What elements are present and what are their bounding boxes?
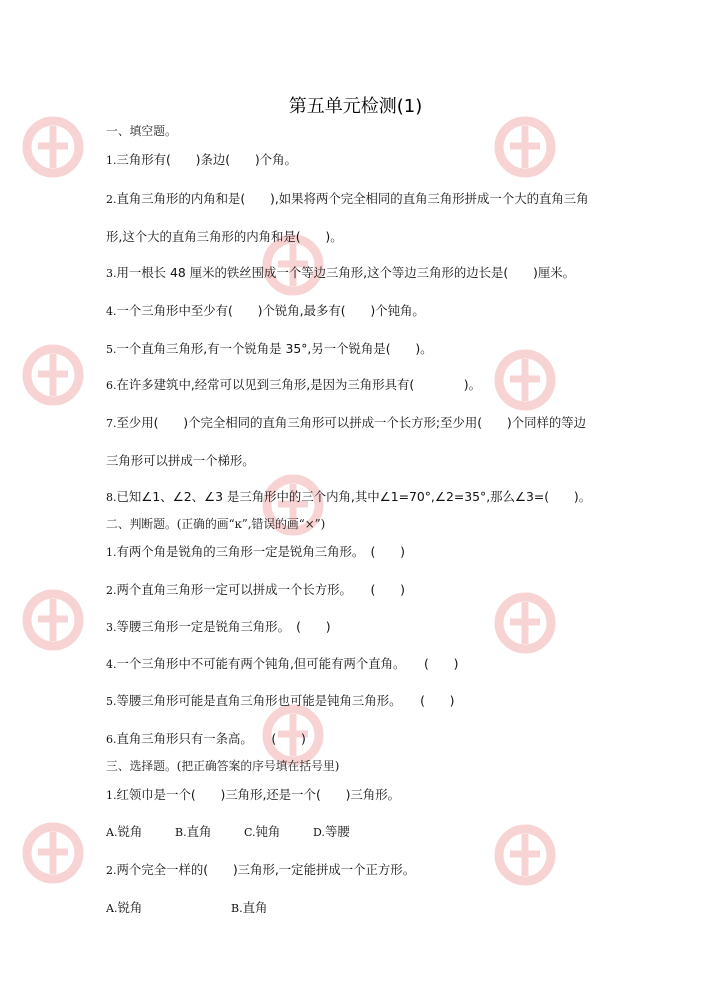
- question-text: 一个三角形中至少有( )个锐角,最多有( )个钝角。: [116, 303, 425, 318]
- choice-options: [106, 823, 350, 842]
- question-number: 8.: [106, 491, 117, 504]
- question-text: 两个完全一样的( )三角形,一定能拼成一个正方形。: [116, 862, 416, 877]
- question-number: 7.: [106, 417, 117, 430]
- choice-options: [106, 899, 267, 918]
- choice-option-b: B.直角: [231, 900, 268, 915]
- question-text: 已知∠1、∠2、∠3 是三角形中的三个内角,其中∠1=70°,∠2=35°,那么∠3=( )。: [116, 489, 592, 504]
- question-number: 1.: [106, 789, 117, 802]
- question-number: 2.: [106, 193, 117, 206]
- question-item: [106, 730, 306, 749]
- watermark-logo-icon: [18, 585, 88, 655]
- question-item: [106, 786, 400, 805]
- watermark-logo-icon: [490, 820, 560, 890]
- question-number: 5.: [106, 343, 117, 356]
- question-item: [106, 151, 297, 170]
- question-number: 1.: [106, 546, 117, 559]
- question-item: [106, 618, 331, 637]
- watermark-logo-icon: [18, 818, 88, 888]
- choice-option-a: A.锐角: [106, 824, 143, 839]
- question-text: 一个三角形中不可能有两个钝角,但可能有两个直角。 ( ): [116, 656, 459, 671]
- question-text: 一个直角三角形,有一个锐角是 35°,另一个锐角是( )。: [116, 341, 433, 356]
- question-text: 用一根长 48 厘米的铁丝围成一个等边三角形,这个等边三角形的边长是( )厘米。: [116, 265, 576, 280]
- question-number: 5.: [106, 695, 117, 708]
- question-item: [106, 655, 458, 674]
- question-text: 直角三角形只有一条高。 ( ): [116, 731, 306, 746]
- question-item: [106, 692, 455, 711]
- question-text: 有两个角是锐角的三角形一定是锐角三角形。 ( ): [116, 544, 405, 559]
- question-item: [106, 302, 425, 321]
- question-text: 至少用( )个完全相同的直角三角形可以拼成一个长方形;至少用( )个同样的等边: [116, 415, 587, 430]
- question-item: [106, 414, 586, 433]
- question-item: [106, 488, 591, 507]
- question-text: 三角形有( )条边( )个角。: [116, 152, 297, 167]
- question-text: 等腰三角形一定是锐角三角形。 ( ): [116, 619, 331, 634]
- question-item: [106, 861, 415, 880]
- question-number: 2.: [106, 584, 117, 597]
- question-number: 6.: [106, 733, 117, 746]
- watermark-logo-icon: [490, 112, 560, 182]
- question-number: 4.: [106, 305, 117, 318]
- watermark-logo-icon: [18, 112, 88, 182]
- question-text: 直角三角形的内角和是( ),如果将两个完全相同的直角三角形拼成一个大的直角三角: [116, 191, 589, 206]
- question-number: 1.: [106, 154, 117, 167]
- question-item: [106, 190, 589, 209]
- question-number: 4.: [106, 658, 117, 671]
- watermark-logo-icon: [490, 345, 560, 415]
- question-text-continued: 形,这个大的直角三角形的内角和是( )。: [106, 229, 343, 244]
- question-text: 等腰三角形可能是直角三角形也可能是钝角三角形。 ( ): [116, 693, 455, 708]
- question-item: [106, 340, 433, 359]
- question-number: 3.: [106, 621, 117, 634]
- question-item: [106, 264, 575, 283]
- question-number: 6.: [106, 379, 117, 392]
- question-number: 2.: [106, 864, 117, 877]
- question-text: 在许多建筑中,经常可以见到三角形,是因为三角形具有( )。: [116, 377, 481, 392]
- question-text: 红领巾是一个( )三角形,还是一个( )三角形。: [116, 787, 400, 802]
- watermark-logo-icon: [18, 340, 88, 410]
- choice-option-d: D.等腰: [313, 824, 350, 839]
- choice-option-c: C.钝角: [244, 824, 281, 839]
- section-heading-multiple-choice: 三、选择题。(把正确答案的序号填在括号里): [106, 759, 340, 773]
- question-number: 3.: [106, 267, 117, 280]
- question-item: [106, 376, 481, 395]
- section-heading-true-false: 二、判断题。(正确的画“ĸ”,错误的画“×”): [106, 517, 326, 531]
- choice-option-b: B.直角: [175, 824, 212, 839]
- question-text: 两个直角三角形一定可以拼成一个长方形。 ( ): [116, 582, 405, 597]
- page-title: 第五单元检测(1): [288, 96, 423, 117]
- question-item: [106, 581, 405, 600]
- section-heading-fill-blank: 一、填空题。: [106, 124, 177, 138]
- watermark-logo-icon: [490, 588, 560, 658]
- choice-option-a: A.锐角: [106, 900, 143, 915]
- question-text-continued: 三角形可以拼成一个梯形。: [106, 453, 255, 468]
- question-item: [106, 543, 405, 562]
